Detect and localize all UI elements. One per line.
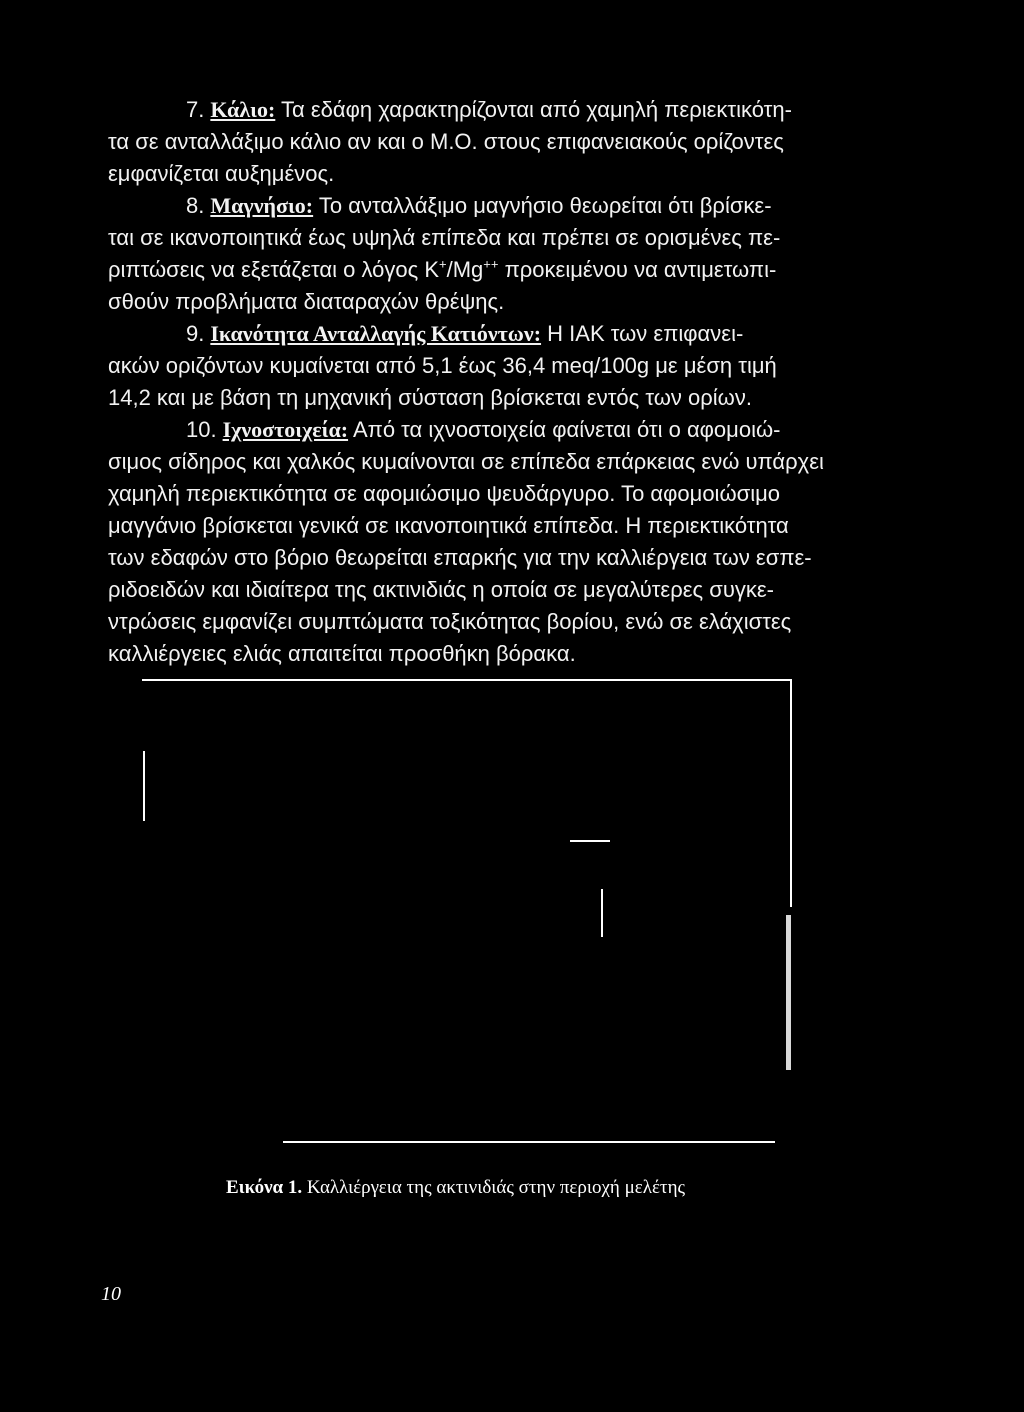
p10-line4: μαγγάνιο βρίσκεται γενικά σε ικανοποιητικά επίπεδα. Η περιεκτικότητα bbox=[108, 513, 789, 538]
p10-line2: σιμος σίδηρος και χαλκός κυμαίνονται σε επίπεδα επάρκειας ενώ υπάρχει bbox=[108, 449, 824, 474]
k-superscript: + bbox=[439, 256, 447, 272]
p9-line2: ακών οριζόντων κυμαίνεται από 5,1 έως 36,4 meq/100g με μέση τιμή bbox=[108, 353, 777, 378]
p10-line1 bbox=[186, 415, 780, 445]
p8-line1 bbox=[186, 191, 772, 221]
p9-line1-text: Η ΙΑΚ των επιφανει- bbox=[547, 321, 744, 346]
p7-number: 7. bbox=[186, 97, 205, 122]
p10-heading: Ιχνοστοιχεία: bbox=[222, 417, 349, 442]
p8-line4: σθούν προβλήματα διαταραχών θρέψης. bbox=[108, 289, 505, 314]
p10-line3: χαμηλή περιεκτικότητα σε αφομιώσιμο ψευδάργυρο. Το αφομοιώσιμο bbox=[108, 481, 780, 506]
p10-line7: ντρώσεις εμφανίζει συμπτώματα τοξικότητας βορίου, ενώ σε ελάχιστες bbox=[108, 609, 792, 634]
figure-label: Εικόνα 1. bbox=[226, 1177, 303, 1198]
p7-line1-text: Τα εδάφη χαρακτηρίζονται από χαμηλή περιεκτικότη- bbox=[281, 97, 792, 122]
p8-heading: Μαγνήσιο: bbox=[210, 193, 314, 218]
p10-line8: καλλιέργειες ελιάς απαιτείται προσθήκη βόρακα. bbox=[108, 641, 576, 666]
p7-line1 bbox=[186, 95, 792, 125]
figure-inner-tick bbox=[601, 889, 603, 937]
p8-line3-start: ριπτώσεις να εξετάζεται ο λόγος K bbox=[108, 257, 439, 282]
p9-line1 bbox=[186, 319, 743, 349]
p8-line3-mid: /Mg bbox=[446, 257, 484, 282]
figure-caption-text: Καλλιέργεια της ακτινιδιάς στην περιοχή μελέτης bbox=[302, 1177, 686, 1198]
p9-heading: Ικανότητα Ανταλλαγής Κατιόντων: bbox=[210, 321, 542, 346]
figure-caption bbox=[226, 1177, 685, 1199]
figure-right-lower-edge bbox=[786, 915, 791, 1070]
figure-inner-dash bbox=[570, 840, 610, 842]
p10-line1-text: Από τα ιχνοστοιχεία φαίνεται ότι ο αφομοιώ- bbox=[352, 417, 781, 442]
p10-line6: ριδοειδών και ιδιαίτερα της ακτινιδιάς η οποία σε μεγαλύτερες συγκε- bbox=[108, 577, 775, 602]
mg-superscript: ++ bbox=[483, 256, 499, 272]
p8-line3 bbox=[108, 255, 776, 285]
p8-line3-end: προκειμένου να αντιμετωπι- bbox=[498, 257, 777, 282]
p9-line3: 14,2 και με βάση τη μηχανική σύσταση βρίσκεται εντός των ορίων. bbox=[108, 385, 752, 410]
figure-top-rule bbox=[142, 679, 792, 681]
page-number: 10 bbox=[101, 1283, 121, 1305]
p8-number: 8. bbox=[186, 193, 205, 218]
p7-line3: εμφανίζεται αυξημένος. bbox=[108, 161, 335, 186]
figure-bottom-rule bbox=[283, 1141, 775, 1143]
figure-right-edge bbox=[790, 679, 792, 907]
p8-line1-text: Το ανταλλάξιμο μαγνήσιο θεωρείται ότι βρίσκε- bbox=[318, 193, 772, 218]
p9-number: 9. bbox=[186, 321, 205, 346]
p7-line2: τα σε ανταλλάξιμο κάλιο αν και ο Μ.Ο. στους επιφανειακούς ορίζοντες bbox=[108, 129, 784, 154]
p7-heading: Κάλιο: bbox=[210, 97, 276, 122]
figure-left-mark bbox=[143, 751, 145, 821]
p10-number: 10. bbox=[186, 417, 217, 442]
p10-line5: των εδαφών στο βόριο θεωρείται επαρκής για την καλλιέργεια των εσπε- bbox=[108, 545, 812, 570]
p8-line2: ται σε ικανοποιητικά έως υψηλά επίπεδα και πρέπει σε ορισμένες πε- bbox=[108, 225, 781, 250]
